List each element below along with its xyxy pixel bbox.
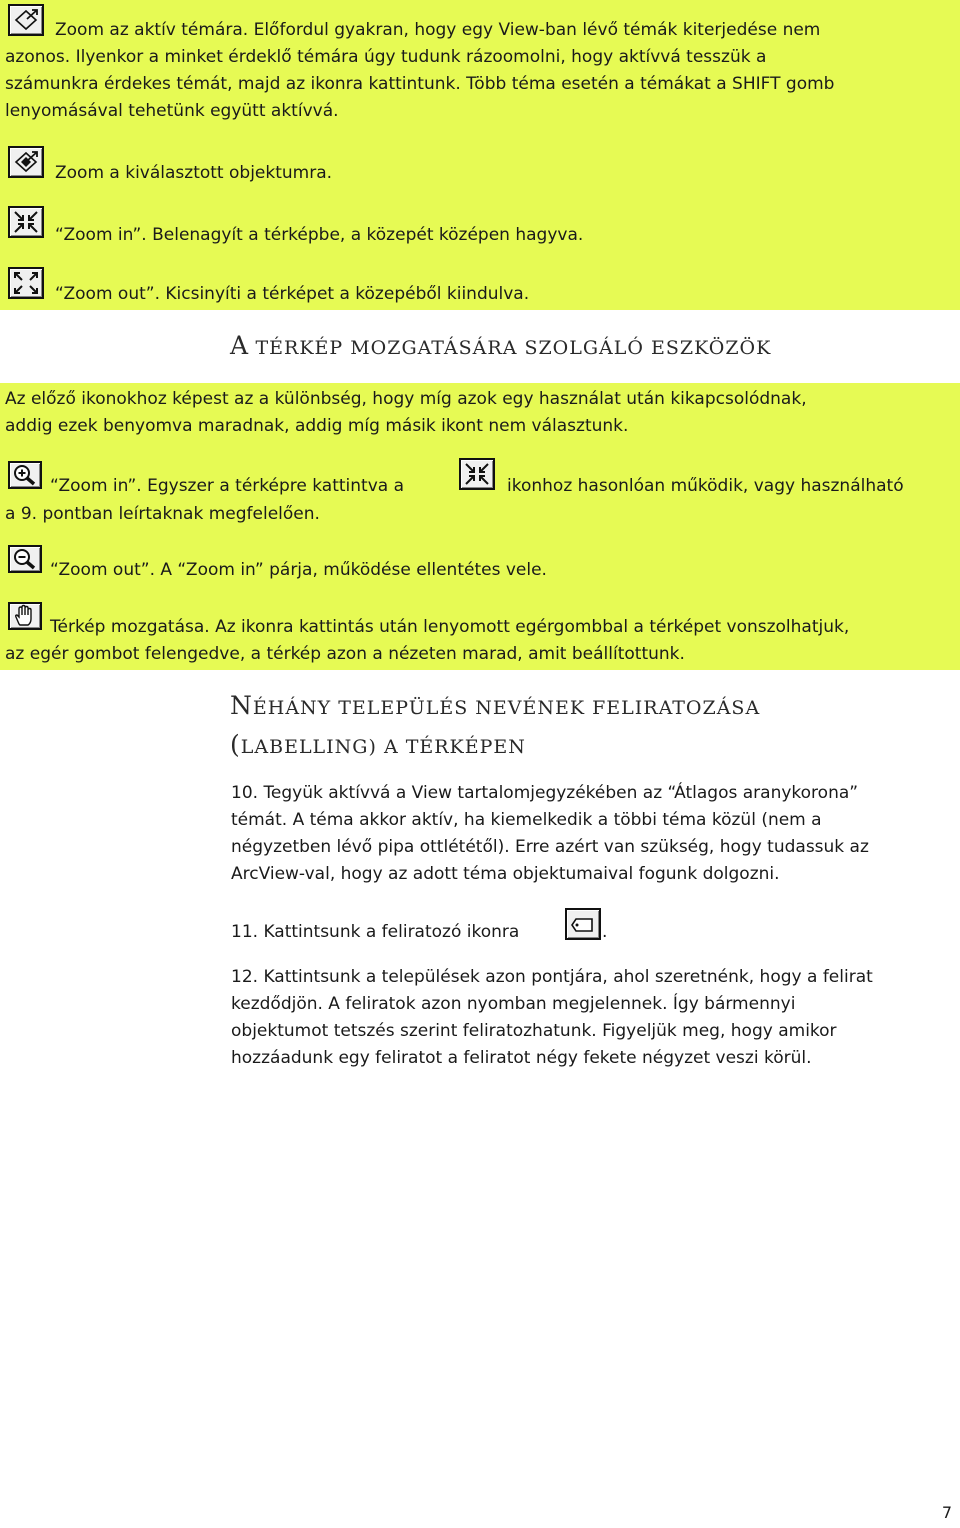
pan-tool-text: Térkép mozgatása. Az ikonra kattintás után lenyomott egérgombbal a térképet vonszolhatjuk, az egér gombot felengedve, a térkép azon a nézeten marad, amit beállítottunk. — [5, 617, 850, 664]
zoom-in-fixed-icon[interactable] — [8, 206, 44, 238]
zoom-out-magnifier-icon[interactable] — [8, 545, 42, 573]
section-heading-map-move: A TÉRKÉP MOZGATÁSÁRA SZOLGÁLÓ ESZKÖZÖK — [230, 331, 772, 360]
zoom-icons-section — [0, 0, 960, 310]
zoom-in-tool-text-1: “Zoom in”. Egyszer a térképre kattintva a — [50, 476, 404, 496]
label-tool-icon[interactable] — [565, 908, 601, 940]
zoom-in-magnifier-icon[interactable] — [8, 461, 42, 489]
step-10: 10. Tegyük aktívvá a View tartalomjegyzékében az “Átlagos aranykorona” témát. A téma akkor aktív, ha kiemelkedik a többi téma közül (nem a négyzetben lévő pipa ottlététől). Erre azért van szükség, hogy tudassuk az ArcView-val, hogy az adott téma objektumaival fogunk dolgozni. — [231, 783, 869, 884]
zoom-selected-text: Zoom a kiválasztott objektumra. — [55, 163, 333, 183]
step-11-text: 11. Kattintsunk a feliratozó ikonra — [231, 922, 520, 942]
zoom-out-fixed-icon[interactable] — [8, 267, 44, 299]
page-number: 7 — [941, 1503, 952, 1522]
zoom-to-selected-icon[interactable] — [8, 146, 44, 178]
zoom-in-fixed-inline-icon[interactable] — [459, 458, 495, 490]
zoom-out-tool-text: “Zoom out”. A “Zoom in” párja, működése ellentétes vele. — [50, 560, 547, 580]
map-move-tools-section — [0, 383, 960, 670]
zoom-in-tool-text-3: a 9. pontban leírtaknak megfelelően. — [5, 504, 320, 524]
zoom-in-tool-text-2: ikonhoz hasonlóan működik, vagy használható — [507, 476, 904, 496]
step-12: 12. Kattintsunk a települések azon pontjára, ahol szeretnénk, hogy a felirat kezdődjön. A feliratok azon nyomban megjelennek. Így bármennyi objektumot tetszés szerint feliratozhatunk. Figyeljük meg, hogy amikor hozzáadunk egy feliratot a feliratot négy fekete négyzet veszi körül. — [231, 967, 873, 1068]
zoom-in-fixed-text: “Zoom in”. Belenagyít a térképbe, a közepét középen hagyva. — [55, 225, 584, 245]
step-11-period: . — [602, 922, 608, 942]
zoom-out-fixed-text: “Zoom out”. Kicsinyíti a térképet a közepéből kiindulva. — [55, 284, 530, 304]
zoom-active-theme-text: Zoom az aktív témára. Előfordul gyakran, hogy egy View-ban lévő témák kiterjedése nem azonos. Ilyenkor a minket érdeklő témára úgy tudunk rázoomolni, hogy aktívvá tesszük a számunkra érdekes témát, majd az ikonra kattintunk. Több téma esetén a témákat a SHIFT gomb lenyomásával tehetünk együtt aktívvá. — [5, 20, 835, 121]
intro-text: Az előző ikonokhoz képest az a különbség, hogy míg azok egy használat után kikapcsolódnak, addig ezek benyomva maradnak, addig míg másik ikont nem választunk. — [5, 389, 807, 436]
section-heading-labeling: NÉHÁNY TELEPÜLÉS NEVÉNEK FELIRATOZÁSA (LABELLING) A TÉRKÉPEN — [230, 691, 761, 759]
